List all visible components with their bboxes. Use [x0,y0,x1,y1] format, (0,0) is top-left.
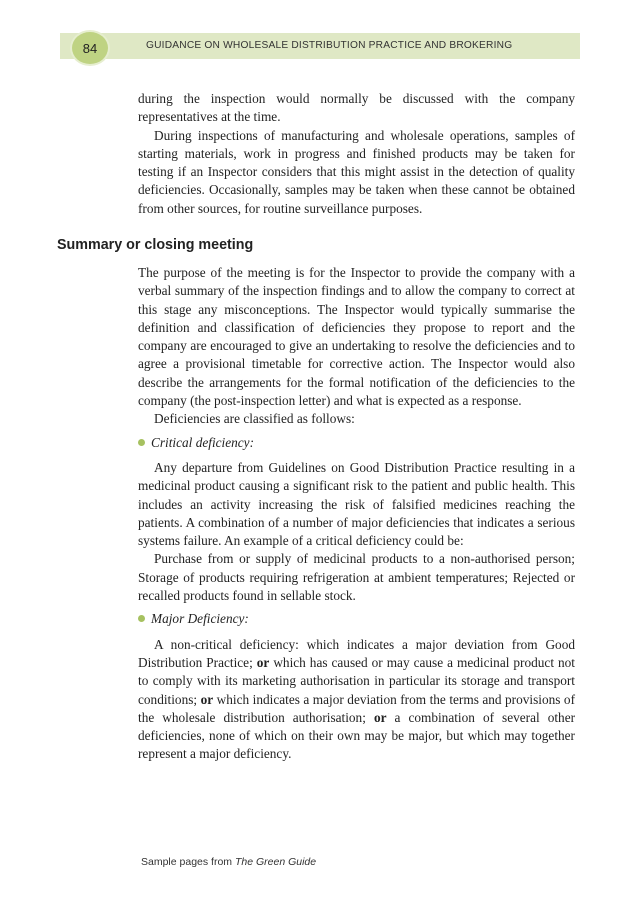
major-paragraph [138,636,575,764]
page-number: 84 [82,40,98,56]
footer-prefix: Sample pages from [141,856,233,868]
or-keyword: or [200,691,214,707]
critical-bullet [138,434,575,452]
section-paragraph-2: Deficiencies are classified as follows: [154,411,355,427]
running-title: GUIDANCE ON WHOLESALE DISTRIBUTION PRACTICE AND BROKERING [146,40,513,51]
page-number-badge [70,30,110,66]
major-text-b: which has caused or may cause a medicinal product not to comply with its marketing authorisation in particular its storage and transport conditions; [138,654,575,707]
critical-label: Critical deficiency: [151,434,255,450]
footer [141,856,316,868]
major-text-a: A non-critical deficiency: which indicates a major deviation from Good Distribution Practice; [138,636,575,670]
section-text [138,264,575,764]
or-keyword: or [373,709,387,725]
critical-paragraph-1: Any departure from Guidelines on Good Distribution Practice resulting in a medicinal product causing a significant risk to the patient and public health. This includes an activity increasing the risk of falsified medicines reaching the patients. A combination of a number of major deficiencies that indicates a serious systems failure. An example of a critical deficiency could be: [138,459,575,549]
section-paragraph-1: The purpose of the meeting is for the Inspector to provide the company with a verbal summary of the inspection findings and to allow the company to correct at this stage any misconceptions. The Inspector would typically summarise the definition and classification of deficiencies they propose to report and the company are encouraged to give an undertaking to resolve the deficiencies and to agree a provisional timetable for corrective action. The Inspector would also describe the arrangements for the formal notification of the deficiencies to the company (the post-inspection letter) and what is expected as a response. [138,265,575,409]
bullet-dot-icon [138,439,145,446]
or-keyword: or [256,654,270,670]
critical-paragraph-2: Purchase from or supply of medicinal products to a non-authorised person; Storage of products requiring refrigeration at ambient temperatures; Rejected or recalled products found in sellable stock. [138,551,575,604]
major-text-d: a combination of several other deficiencies, none of which on their own may be major, but which may together represent a major deficiency. [138,709,576,762]
intro-paragraph-1: during the inspection would normally be discussed with the company representatives at the time. [138,91,575,125]
major-label: Major Deficiency: [151,611,249,627]
footer-book-title: The Green Guide [234,856,317,868]
intro-text [138,90,575,218]
section-heading: Summary or closing meeting [57,237,254,253]
intro-paragraph-2: During inspections of manufacturing and wholesale operations, samples of starting materials, work in progress and finished products may be taken for testing if an Inspector considers that this might assist in the detection of quality deficiencies. Occasionally, samples may be taken when these cannot be obtained from other sources, for routine surveillance purposes. [138,127,575,216]
major-bullet [138,610,575,628]
major-text-c: which indicates a major deviation from the terms and provisions of the wholesale distribution authorisation; [138,691,576,725]
bullet-dot-icon [138,615,145,622]
